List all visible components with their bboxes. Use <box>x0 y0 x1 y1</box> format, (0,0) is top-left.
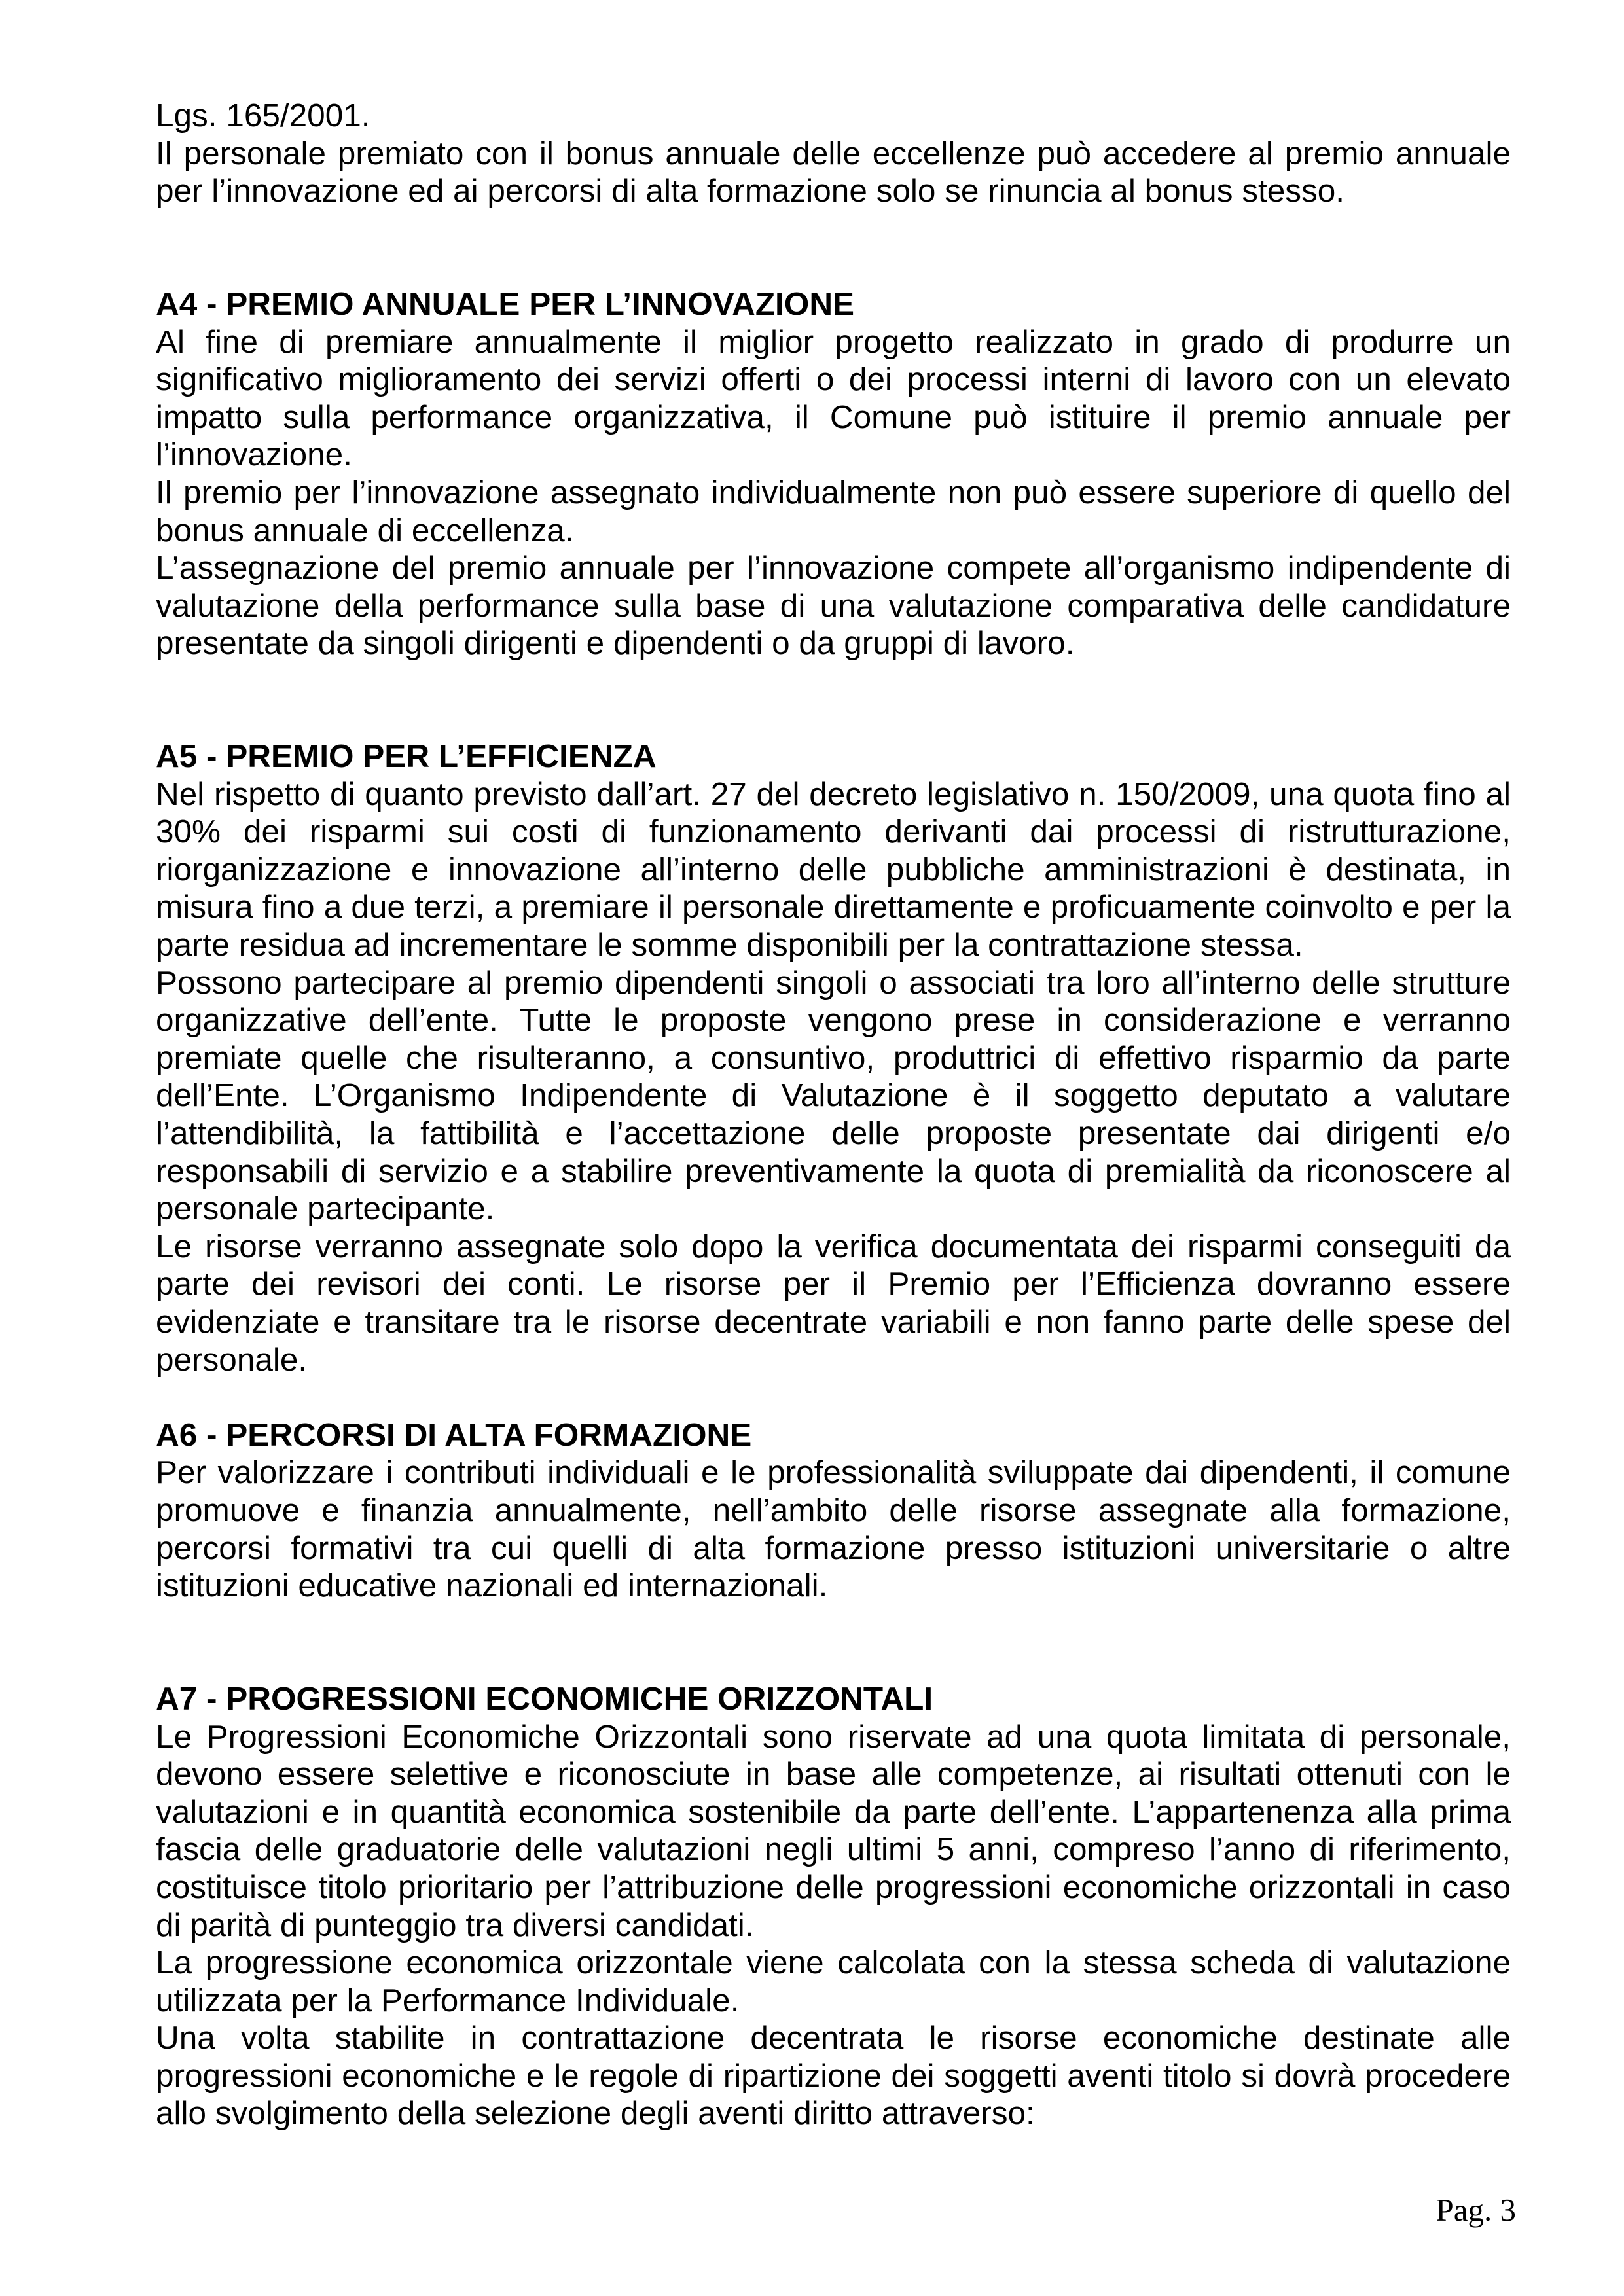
section-a4-paragraph-1: Al fine di premiare annualmente il miglior progetto realizzato in grado di produrre un significativo miglioramento dei servizi offerti o dei processi interni di lavoro con un elevato impatto sulla performance organizzativa, il Comune può istituire il premio annuale per l’innovazione. <box>156 323 1511 473</box>
section-gap <box>156 1605 1511 1680</box>
section-a5 <box>156 738 1511 1378</box>
section-a6-paragraph-1: Per valorizzare i contributi individuali e le professionalità sviluppate dai dipendenti, il comune promuove e finanzia annualmente, nell’ambito delle risorse assegnate alla formazione, percorsi formativi tra cui quelli di alta formazione presso istituzioni universitarie o altre istituzioni educative nazionali ed internazionali. <box>156 1454 1511 1604</box>
section-a6-title: A6 - PERCORSI DI ALTA FORMAZIONE <box>156 1416 752 1453</box>
page-number: Pag. 3 <box>1435 2192 1516 2228</box>
section-a7-paragraph-1: Le Progressioni Economiche Orizzontali sono riservate ad una quota limitata di personale, devono essere selettive e riconosciute in base alle competenze, ai risultati ottenuti con le valutazioni e in quantità economica sostenibile da parte dell’ente. L’appartenenza alla prima fascia delle graduatorie delle valutazioni negli ultimi 5 anni, compreso l’anno di riferimento, costituisce titolo prioritario per l’attribuzione delle progressioni economiche orizzontali in caso di parità di punteggio tra diversi candidati. <box>156 1718 1511 1943</box>
section-a7-title: A7 - PROGRESSIONI ECONOMICHE ORIZZONTALI <box>156 1680 933 1717</box>
section-a5-paragraph-2: Possono partecipare al premio dipendenti singoli o associati tra loro all’interno delle strutture organizzative dell’ente. Tutte le proposte vengono prese in considerazione e verranno premiate quelle che risulteranno, a consuntivo, produttrici di effettivo risparmio da parte dell’Ente. L’Organismo Indipendente di Valutazione è il soggetto deputato a valutare l’attendibilità, la fattibilità e l’accettazione delle proposte presentate dai dirigenti e/o responsabili di servizio e a stabilire preventivamente la quota di premialità da riconoscere al personale partecipante. <box>156 964 1511 1227</box>
section-a4 <box>156 285 1511 662</box>
section-a4-title: A4 - PREMIO ANNUALE PER L’INNOVAZIONE <box>156 285 855 322</box>
intro-continuation-line: Lgs. 165/2001. <box>156 98 370 134</box>
section-a4-paragraph-2: Il premio per l’innovazione assegnato individualmente non può essere superiore di quello del bonus annuale di eccellenza. <box>156 474 1511 548</box>
section-a4-paragraph-3: L’assegnazione del premio annuale per l’innovazione compete all’organismo indipendente di valutazione della performance sulla base di una valutazione comparativa delle candidature presentate da singoli dirigenti e dipendenti o da gruppi di lavoro. <box>156 550 1511 662</box>
section-a7 <box>156 1680 1511 2132</box>
section-gap <box>156 210 1511 285</box>
section-gap <box>156 1378 1511 1416</box>
section-a7-paragraph-3: Una volta stabilite in contrattazione decentrata le risorse economiche destinate alle progressioni economiche e le regole di ripartizione dei soggetti aventi titolo si dovrà procedere allo svolgimento della selezione degli aventi diritto attraverso: <box>156 2020 1511 2132</box>
intro-paragraph: Il personale premiato con il bonus annuale delle eccellenze può accedere al premio annuale per l’innovazione ed ai percorsi di alta formazione solo se rinuncia al bonus stesso. <box>156 135 1511 209</box>
section-a7-paragraph-2: La progressione economica orizzontale viene calcolata con la stessa scheda di valutazione utilizzata per la Performance Individuale. <box>156 1945 1511 2018</box>
section-gap <box>156 662 1511 738</box>
section-a5-paragraph-3: Le risorse verranno assegnate solo dopo la verifica documentata dei risparmi conseguiti da parte dei revisori dei conti. Le risorse per il Premio per l’Efficienza dovranno essere evidenziate e transitare tra le risorse decentrate variabili e non fanno parte delle spese del personale. <box>156 1228 1511 1378</box>
section-a6 <box>156 1416 1511 1605</box>
section-a5-paragraph-1: Nel rispetto di quanto previsto dall’art. 27 del decreto legislativo n. 150/2009, una quota fino al 30% dei risparmi sui costi di funzionamento derivanti dai processi di ristrutturazione, riorganizzazione e innovazione all’interno delle pubbliche amministrazioni è destinata, in misura fino a due terzi, a premiare il personale direttamente e proficuamente coinvolto e per la parte residua ad incrementare le somme disponibili per la contrattazione stessa. <box>156 776 1511 963</box>
section-a5-title: A5 - PREMIO PER L’EFFICIENZA <box>156 738 657 775</box>
